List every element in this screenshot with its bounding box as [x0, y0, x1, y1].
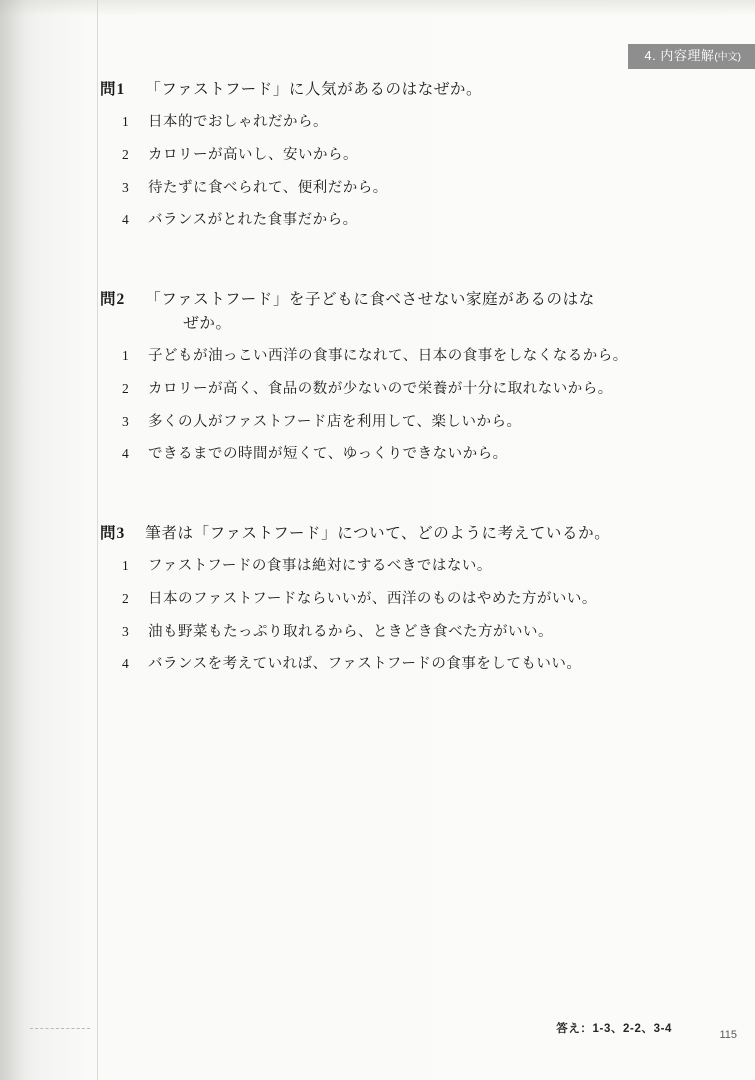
- choice-item[interactable]: [100, 444, 710, 466]
- choice-text: バランスがとれた食事だから。: [148, 212, 358, 229]
- section-header-tab: [628, 44, 755, 69]
- choice-number: 1: [122, 558, 129, 574]
- question-block-2: [100, 288, 710, 466]
- choice-number: 1: [122, 348, 129, 364]
- choice-number: 3: [122, 413, 129, 429]
- question-heading-2: [100, 288, 710, 336]
- question-text-line1: 「ファストフード」を子どもに食べさせない家庭があるのはな: [145, 291, 595, 309]
- choice-item[interactable]: [100, 178, 710, 200]
- choice-number: 4: [122, 656, 129, 672]
- choice-text: 多くの人がファストフード店を利用して、楽しいから。: [148, 413, 522, 430]
- choice-item[interactable]: [100, 379, 710, 401]
- question-label-1: 問1: [100, 81, 126, 98]
- choice-item[interactable]: [100, 589, 710, 611]
- question-heading-1: [100, 78, 710, 102]
- choice-text: カロリーが高く、食品の数が少ないので栄養が十分に取れないから。: [148, 380, 613, 397]
- choice-item[interactable]: [100, 654, 710, 676]
- questions-container: [100, 78, 710, 728]
- choice-list-2: [100, 346, 710, 466]
- choice-text: 日本のファストフードならいいが、西洋のものはやめた方がいい。: [148, 590, 597, 607]
- choice-item[interactable]: [100, 412, 710, 434]
- question-block-3: [100, 522, 710, 676]
- choice-text: 子どもが油っこい西洋の食事になれて、日本の食事をしなくなるから。: [148, 348, 628, 365]
- question-label-2: 問2: [100, 291, 126, 309]
- choice-item[interactable]: [100, 210, 710, 232]
- choice-text: 油も野菜もたっぷり取れるから、ときどき食べた方がいい。: [148, 623, 553, 640]
- answer-key-bar: [100, 1020, 710, 1038]
- choice-text: 日本的でおしゃれだから。: [148, 114, 328, 131]
- section-header-sublabel: (中文): [714, 52, 741, 63]
- choice-number: 3: [122, 179, 129, 195]
- choice-number: 2: [122, 590, 129, 606]
- choice-item[interactable]: [100, 346, 710, 368]
- choice-list-1: [100, 112, 710, 232]
- choice-text: ファストフードの食事は絶対にするべきではない。: [148, 558, 492, 575]
- crop-mark-dashed-line: [30, 1028, 90, 1029]
- answer-key-text: 答え：1-3、2-2、3-4: [556, 1023, 672, 1035]
- choice-number: 3: [122, 623, 129, 639]
- choice-item[interactable]: [100, 145, 710, 167]
- question-text-1: 「ファストフード」に人気があるのはなぜか。: [145, 81, 483, 98]
- choice-text: できるまでの時間が短くて、ゆっくりできないから。: [148, 446, 508, 463]
- choice-number: 4: [122, 212, 129, 228]
- question-heading-3: [100, 522, 710, 546]
- page-gutter-line: [97, 0, 98, 1080]
- choice-list-3: [100, 556, 710, 676]
- question-text-2: [145, 288, 710, 336]
- choice-text: 待たずに食べられて、便利だから。: [148, 179, 388, 196]
- choice-item[interactable]: [100, 112, 710, 134]
- choice-item[interactable]: [100, 622, 710, 644]
- question-text-line2: ぜか。: [183, 315, 232, 333]
- choice-number: 4: [122, 446, 129, 462]
- choice-text: カロリーが高いし、安いから。: [148, 146, 358, 163]
- choice-number: 2: [122, 146, 129, 162]
- question-label-3: 問3: [100, 525, 126, 543]
- section-header-label: 4. 内容理解: [644, 48, 715, 63]
- choice-number: 1: [122, 114, 129, 130]
- page-top-edge-shading: [0, 0, 755, 16]
- page-number: 115: [719, 1029, 737, 1041]
- question-text-3: 筆者は「ファストフード」について、どのように考えているか。: [145, 525, 611, 543]
- choice-text: バランスを考えていれば、ファストフードの食事をしてもいい。: [148, 656, 582, 673]
- book-binding-shadow: [0, 0, 40, 1080]
- choice-number: 2: [122, 380, 129, 396]
- choice-item[interactable]: [100, 556, 710, 578]
- question-block-1: [100, 78, 710, 232]
